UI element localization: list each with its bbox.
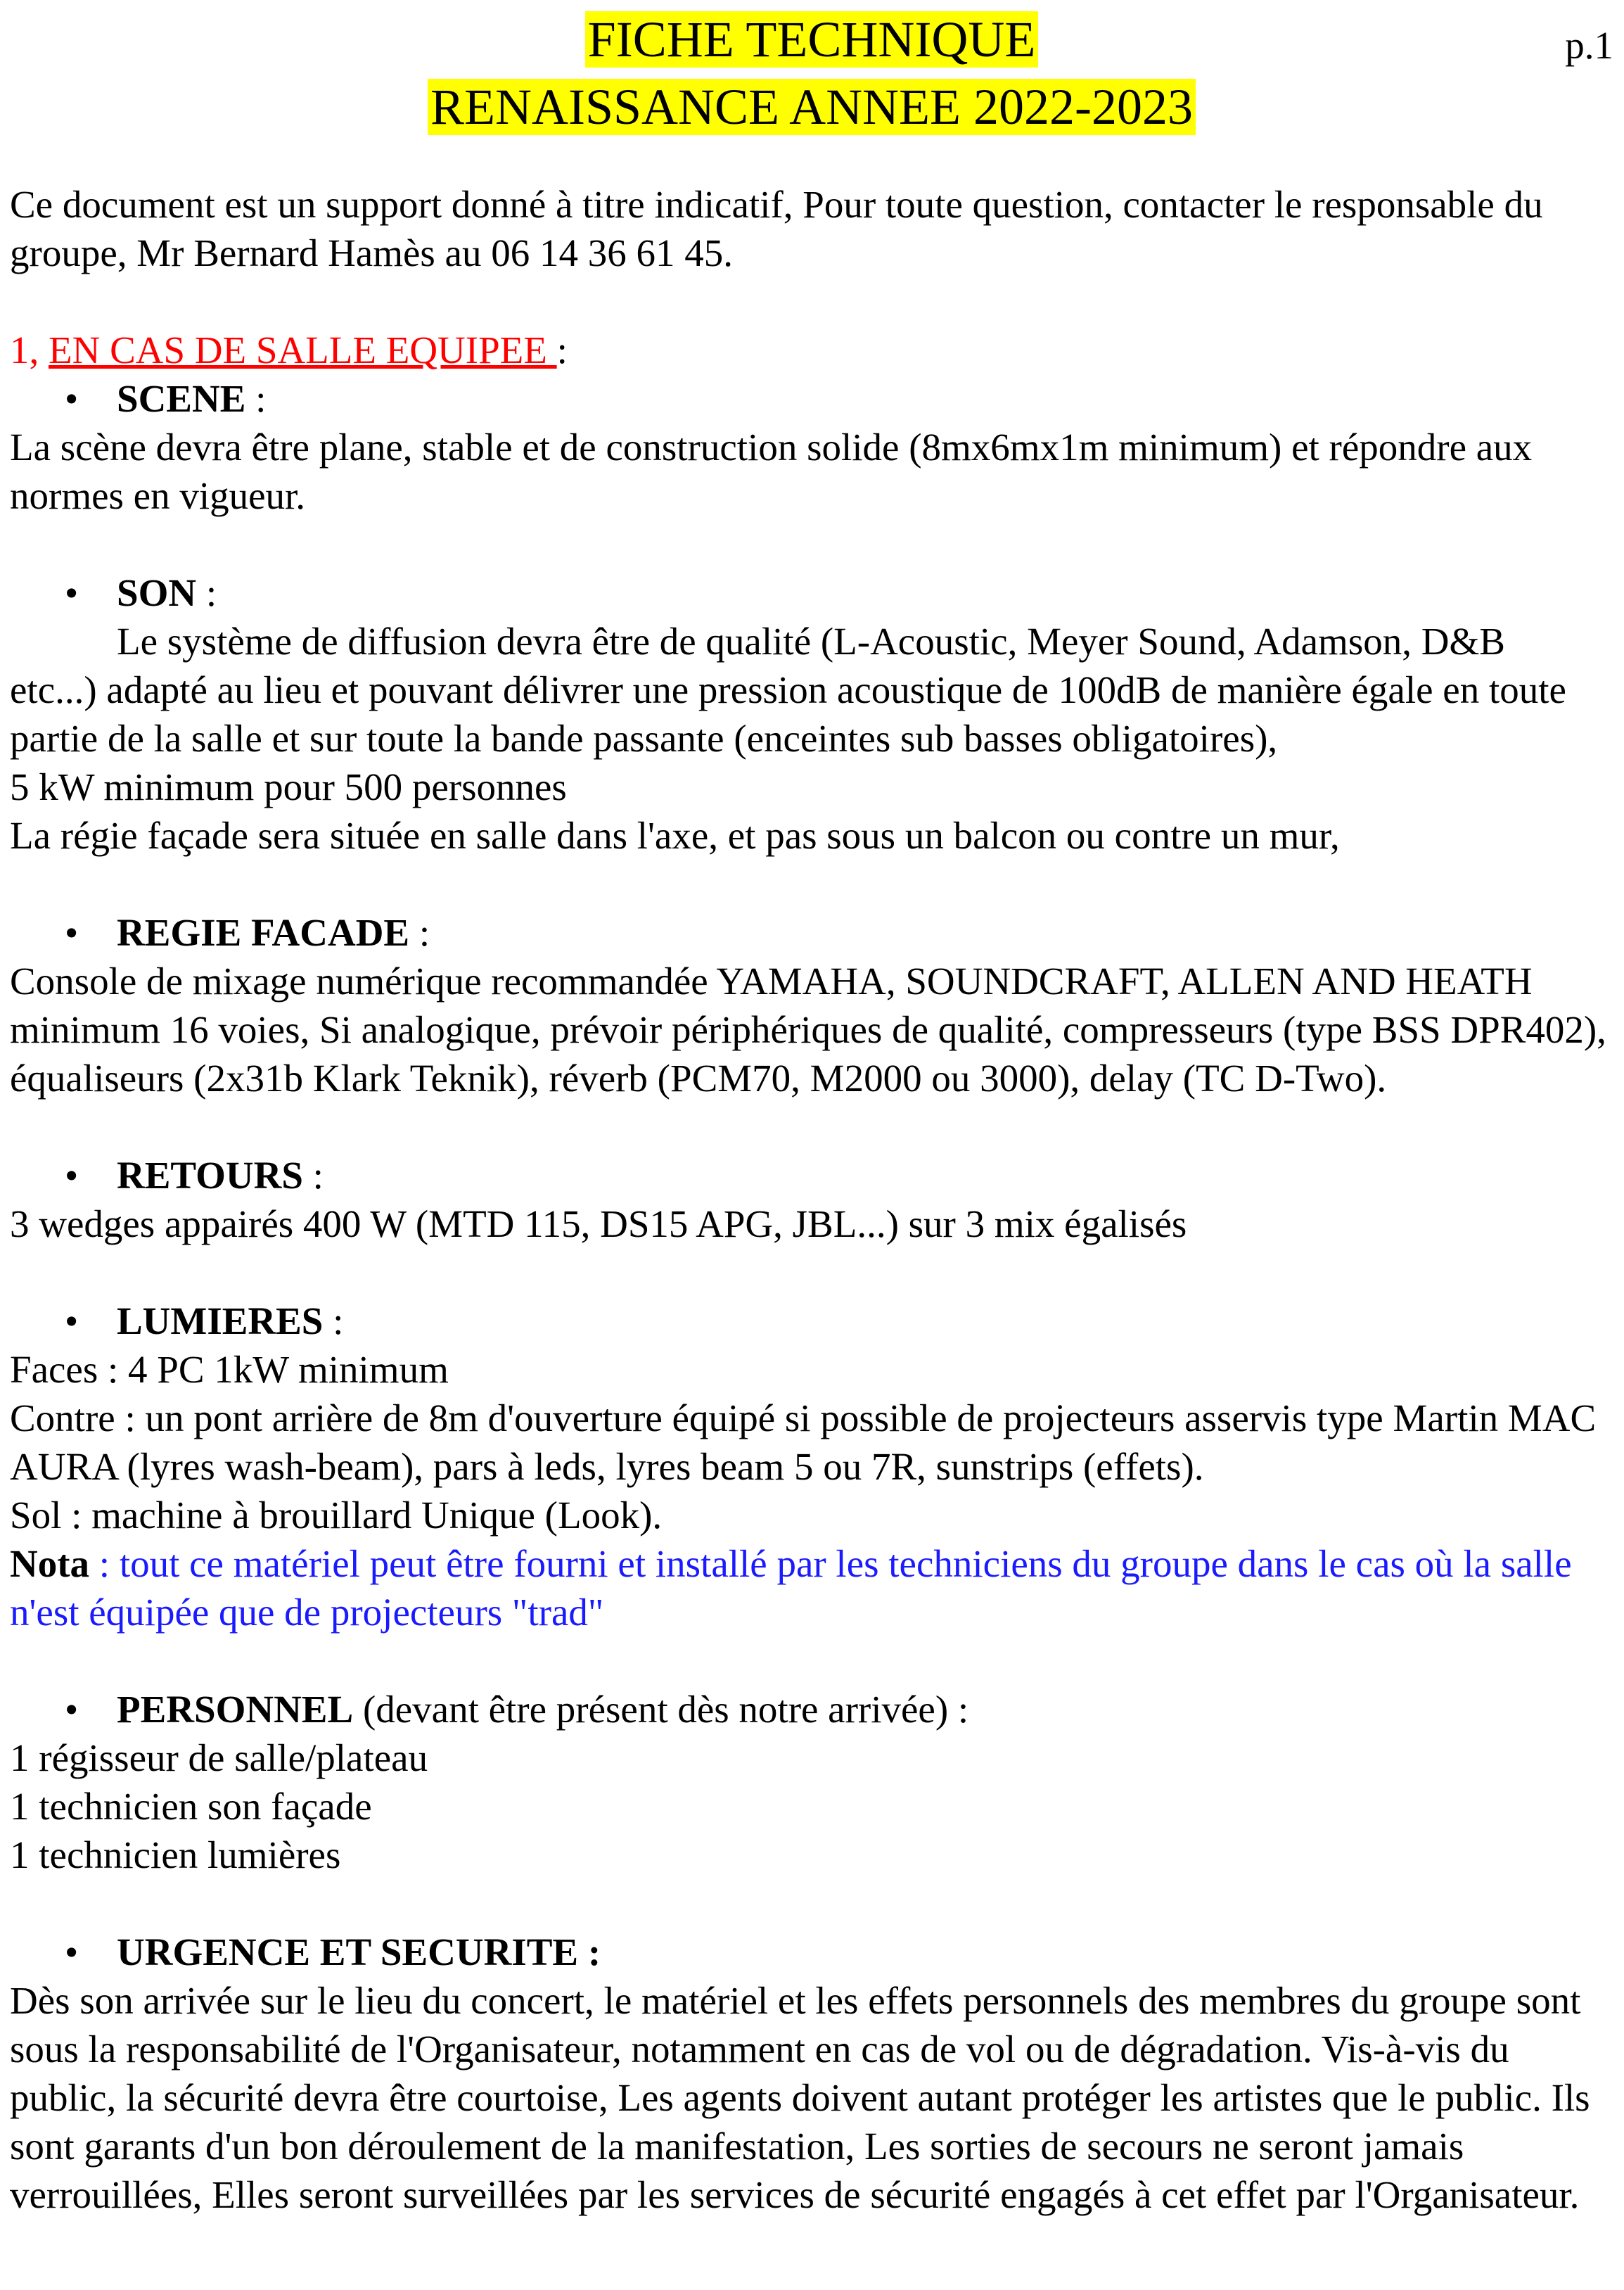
son-text-rest: etc...) adapté au lieu et pouvant délivrer une pression acoustique de 100dB de manière égale en toute partie de la salle et sur toute la bande passante (enceintes sub basses obligatoires), [10,668,1566,760]
title-block [10,6,1613,141]
personnel-item: 1 technicien lumières [10,1833,341,1876]
urgence-text: Dès son arrivée sur le lieu du concert, le matériel et les effets personnels des membres du groupe sont sous la responsabilité de l'Organisateur, notamment en cas de vol ou de dégradation. Vis-à-vis du public, la sécurité devra être courtoise, Les agents doivent autant protéger les artistes que le public. Ils sont garants d'un bon déroulement de la manifestation, Les sorties de secours ne seront jamais verrouillées, Elles seront surveillées par les services de sécurité engagés à cet effet par l'Organisateur. [10,1979,1590,2216]
section-heading: 1, EN CAS DE SALLE EQUIPEE : [10,329,568,371]
bullet-regie-facade: • REGIE FACADE : [10,908,1613,957]
document-body [10,180,1613,2219]
bullet-urgence: • URGENCE ET SECURITE : [10,1928,1613,1976]
lumieres-faces: Faces : 4 PC 1kW minimum [10,1348,449,1391]
bullet-son: • SON : [10,568,1613,617]
intro-paragraph: Ce document est un support donné à titre indicatif, Pour toute question, contacter le responsable du groupe, Mr Bernard Hamès au 06 14 36 61 45. [10,183,1543,274]
bullet-icon: • [65,1299,79,1342]
bullet-icon: • [65,1930,79,1973]
lumieres-sol: Sol : machine à brouillard Unique (Look). [10,1494,663,1537]
bullet-icon: • [65,1688,79,1731]
bullet-icon: • [65,377,79,420]
personnel-item: 1 régisseur de salle/plateau [10,1736,428,1779]
scene-text: La scène devra être plane, stable et de construction solide (8mx6mx1m minimum) et répondre aux normes en vigueur. [10,426,1533,517]
bullet-icon: • [65,1154,79,1197]
bullet-scene: • SCENE : [10,374,1613,423]
bullet-lumieres: • LUMIERES : [10,1297,1613,1345]
bullet-personnel: • PERSONNEL (devant être présent dès notre arrivée) : [10,1685,1613,1734]
bullet-icon: • [65,571,79,614]
lumieres-contre: Contre : un pont arrière de 8m d'ouverture équipé si possible de projecteurs asservis type Martin MAC AURA (lyres wash-beam), pars à leds, lyres beam 5 ou 7R, sunstrips (effets). [10,1397,1597,1488]
personnel-item: 1 technicien son façade [10,1785,372,1828]
title-line-1: FICHE TECHNIQUE [10,6,1613,73]
lumieres-nota: Nota : tout ce matériel peut être fourni et installé par les techniciens du groupe dans le cas où la salle n'est équipée que de projecteurs "trad" [10,1542,1572,1634]
son-regie: La régie façade sera située en salle dans l'axe, et pas sous un balcon ou contre un mur, [10,814,1340,857]
bullet-retours: • RETOURS : [10,1151,1613,1200]
page-number: p.1 [1565,24,1613,67]
bullet-icon: • [65,911,79,954]
son-power: 5 kW minimum pour 500 personnes [10,765,567,808]
son-text-first: Le système de diffusion devra être de qualité (L-Acoustic, Meyer Sound, Adamson, D&B [117,620,1505,663]
regie-facade-text: Console de mixage numérique recommandée YAMAHA, SOUNDCRAFT, ALLEN AND HEATH minimum 16 voies, Si analogique, prévoir périphériques de qualité, compresseurs (type BSS DPR402), équaliseurs (2x31b Klark Teknik), réverb (PCM70, M2000 ou 3000), delay (TC D-Two). [10,960,1606,1100]
retours-text: 3 wedges appairés 400 W (MTD 115, DS15 APG, JBL...) sur 3 mix égalisés [10,1202,1187,1245]
title-line-2: RENAISSANCE ANNEE 2022-2023 [10,73,1613,141]
